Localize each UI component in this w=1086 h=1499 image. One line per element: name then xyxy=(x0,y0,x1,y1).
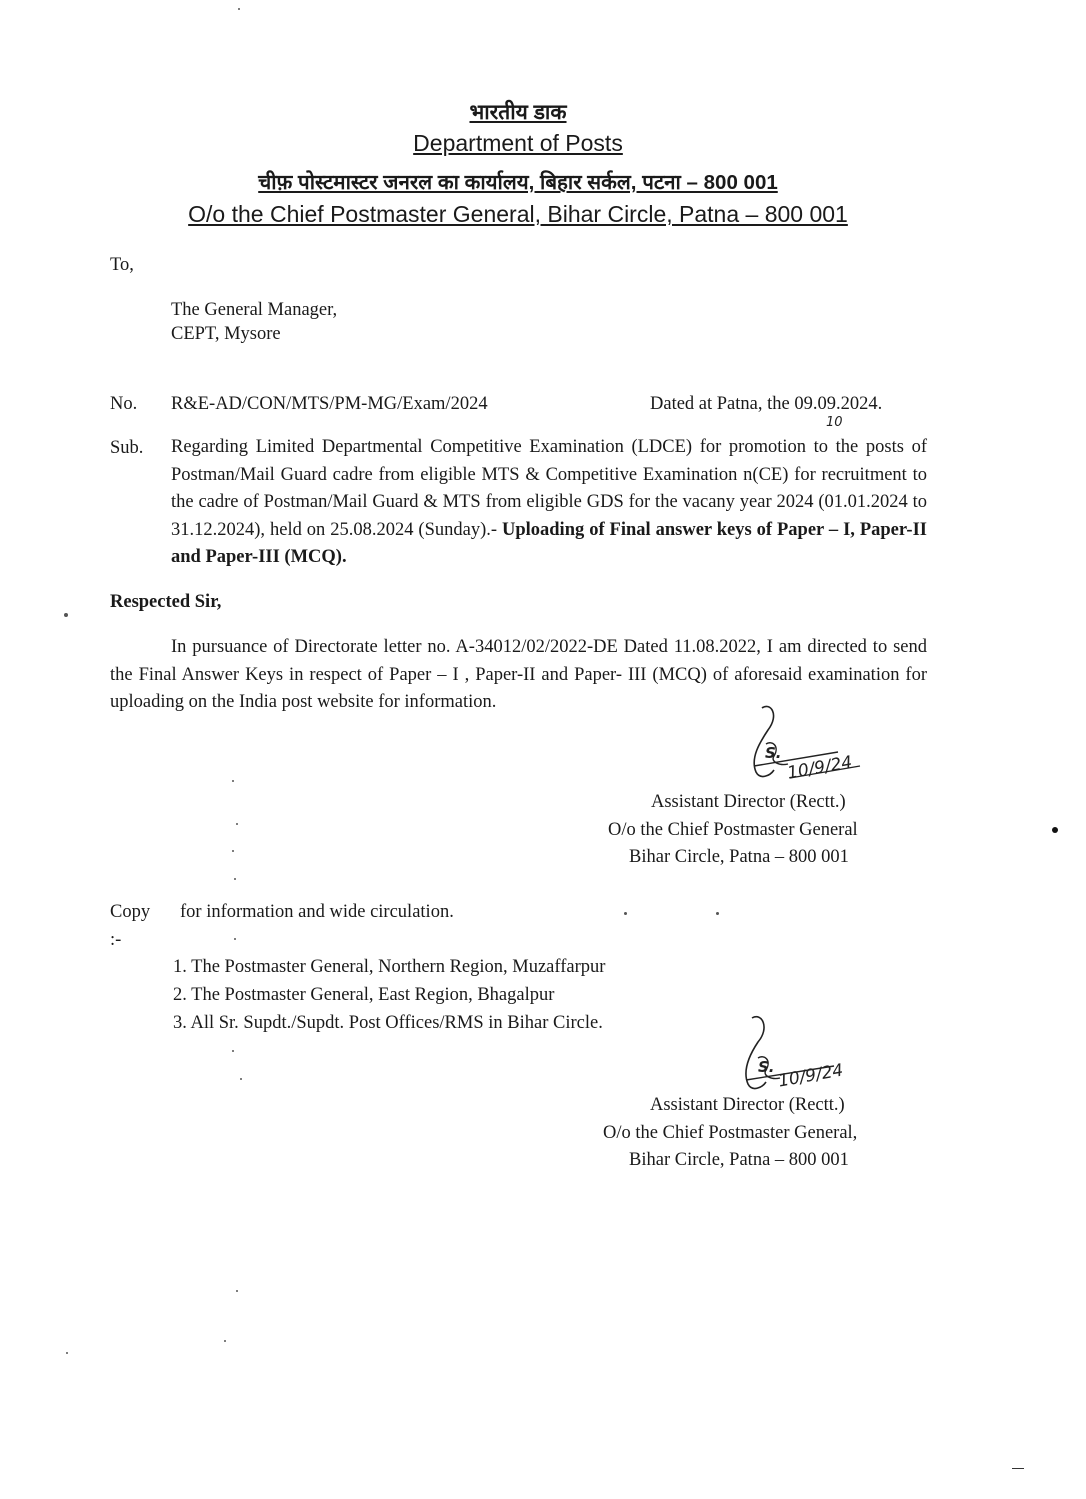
hindi-org-title: भारतीय डाक xyxy=(469,101,567,124)
signature-1-date: 10/9/24 xyxy=(785,752,854,784)
signature-2-date: 10/9/24 xyxy=(776,1060,845,1092)
signature-1-designation: Assistant Director (Rectt.) xyxy=(651,792,846,812)
english-org-title: Department of Posts xyxy=(413,130,623,156)
scan-mark xyxy=(1012,1468,1024,1469)
scan-speck xyxy=(1052,827,1058,833)
signature-1-location: Bihar Circle, Patna – 800 001 xyxy=(629,847,849,867)
scan-speck xyxy=(232,780,234,782)
copy-label: Copy xyxy=(110,902,151,922)
copy-text: for information and wide circulation. xyxy=(180,902,454,922)
recipient-3: 3. All Sr. Supdt./Supdt. Post Offices/RMS in Bihar Circle. xyxy=(173,1013,603,1033)
date-correction-handwritten: 10 xyxy=(826,415,843,430)
signature-1-initial: S. xyxy=(765,744,782,762)
addressee-line-2: CEPT, Mysore xyxy=(171,324,281,344)
scan-speck xyxy=(232,850,234,852)
no-label: No. xyxy=(110,394,138,414)
signature-2-designation: Assistant Director (Rectt.) xyxy=(650,1095,845,1115)
subject-bold: Uploading of Final answer keys of Paper – I, Paper-II and Paper-III (MCQ). xyxy=(171,519,927,567)
scan-speck xyxy=(236,823,238,825)
subject-label: Sub. xyxy=(110,438,144,458)
dated-line: Dated at Patna, the 09.09.2024. xyxy=(650,394,883,414)
scan-speck xyxy=(238,8,240,10)
scan-speck xyxy=(232,1050,234,1052)
scan-speck xyxy=(234,938,236,940)
english-office-title: O/o the Chief Postmaster General, Bihar Circle, Patna – 800 001 xyxy=(188,201,848,227)
signature-2-initial: S. xyxy=(758,1058,775,1076)
recipient-2: 2. The Postmaster General, East Region, Bhagalpur xyxy=(173,985,555,1005)
scan-speck xyxy=(716,912,719,915)
scan-speck xyxy=(66,1352,68,1354)
scan-speck xyxy=(224,1340,226,1342)
recipient-1: 1. The Postmaster General, Northern Region, Muzaffarpur xyxy=(173,957,606,977)
scan-speck xyxy=(236,1290,238,1292)
scan-speck xyxy=(624,912,627,915)
to-label: To, xyxy=(110,255,134,275)
copy-label-suffix: :- xyxy=(110,930,122,950)
scan-speck xyxy=(64,613,68,617)
signature-1-office: O/o the Chief Postmaster General xyxy=(608,820,858,840)
subject-text xyxy=(171,434,927,572)
signature-2-scribble xyxy=(730,1010,870,1105)
salutation: Respected Sir, xyxy=(110,592,222,612)
scan-speck xyxy=(234,878,236,880)
signature-2-office: O/o the Chief Postmaster General, xyxy=(603,1123,858,1143)
body-paragraph: In pursuance of Directorate letter no. A-34012/02/2022-DE Dated 11.08.2022, I am directed to send the Final Answer Keys in respect of Paper – I , Paper-II and Paper- III (MCQ) of aforesaid examination for uploading on the India post website for information. xyxy=(110,637,927,712)
reference-number: R&E-AD/CON/MTS/PM-MG/Exam/2024 xyxy=(171,394,488,414)
hindi-office-title: चीफ़ पोस्टमास्टर जनरल का कार्यालय, बिहार सर्कल, पटना – 800 001 xyxy=(258,171,778,194)
addressee-line-1: The General Manager, xyxy=(171,300,338,320)
scan-speck xyxy=(240,1078,242,1080)
subject-body: Regarding Limited Departmental Competitive Examination (LDCE) for promotion to the posts of Postman/Mail Guard cadre from eligible MTS & Competitive Examination n(CE) for recruitment to the cadre of Postman/Mail Guard & MTS from eligible GDS for the vacany year 2024 (01.01.2024 to 31.12.2024), held on 25.08.2024 (Sunday).- xyxy=(171,437,927,540)
signature-2-location: Bihar Circle, Patna – 800 001 xyxy=(629,1150,849,1170)
